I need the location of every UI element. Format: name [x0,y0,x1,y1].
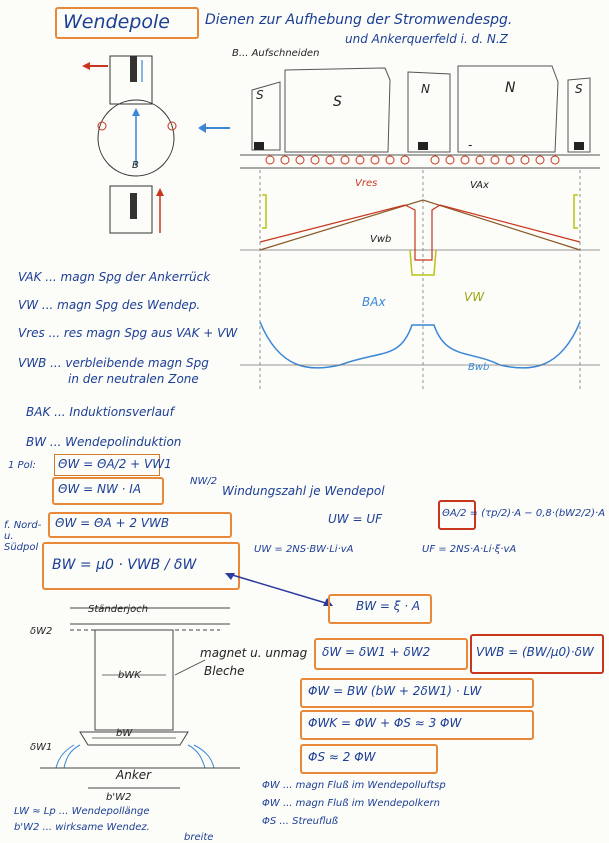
staenderjoch-label: Ständerjoch [88,604,149,615]
bottom-pole-core [130,193,137,219]
def-bw2: b'W2 ... wirksame Wendez. [14,822,150,833]
formula-uw-uf: UW = UF [328,512,383,526]
formula-uf-eq: UF = 2NS·A·Li·ξ·vA [422,544,517,555]
pole-label-1: S [256,88,264,102]
def-phi-w: ΦW ... magn Fluß im Wendepolluftsp [262,780,446,791]
def-phi-s: ΦS ... Streufluß [262,816,339,827]
bax-label: BAx [362,295,386,309]
dw2-label: δW2 [30,626,53,637]
label-1pol: 1 Pol: [8,460,36,471]
def-bak: BAK ... Induktionsverlauf [26,405,174,419]
bwk-label: bWK [118,670,141,681]
formula-f3: ΘW = ΘA + 2 VWB [55,516,170,530]
anker-label: Anker [116,768,152,782]
def-lw: LW ≈ Lp ... Wendepollänge [14,806,150,817]
formula-f4: BW = μ0 · VWB / δW [52,557,197,573]
vw-label: VW [464,290,485,304]
windungszahl: Windungszahl je Wendepol [222,484,385,498]
bw-label: bW [116,728,133,739]
def-phi-wk: ΦW ... magn Fluß im Wendepolkern [262,798,440,809]
vwb-label: Vwb [370,234,392,245]
bw2-label: b'W2 [106,792,132,803]
def-vwb-2: in der neutralen Zone [68,372,199,386]
formula-uw-eq: UW = 2NS·BW·Li·vA [254,544,354,555]
def-vwb: VWB ... verbleibende magn Spg [18,356,209,370]
development-diagram [240,60,600,390]
bleche-label: Bleche [204,664,245,678]
formula-delta: δW = δW1 + δW2 [322,645,431,659]
def-vak: VAK ... magn Spg der Ankerrück [18,270,211,284]
vres-label: Vres [355,178,378,189]
formula-phi-w: ΦW = BW (bW + 2δW1) · LW [308,684,482,698]
vax-label: VAx [470,180,489,191]
pole-label-3: N [421,82,430,96]
def-vres: Vres ... res magn Spg aus VAK + VW [18,326,238,340]
subtitle-line2: und Ankerquerfeld i. d. N.Z [345,32,508,46]
machine-sketch [60,48,240,243]
center-label: B [132,160,139,171]
formula-f1: ΘW = ΘA/2 + VW1 [58,457,172,471]
page-title: Wendepole [63,11,170,33]
magnet-label: magnet u. unmag [200,646,308,660]
pole-label-2: S [333,94,342,110]
nw-label: NW/2 [190,476,218,487]
pole-label-4: N [505,80,516,96]
def-bw: BW ... Wendepolinduktion [26,435,182,449]
subtitle-line1: Dienen zur Aufhebung der Stromwendespg. [205,12,513,28]
def-bw2-2: breite [184,832,214,843]
formula-theta-a: ΘA/2 = (τp/2)·A − 0,8·(bW2/2)·A [442,508,606,519]
formula-bw-xi: BW = ξ · A [356,599,421,613]
def-vw: VW ... magn Spg des Wendep. [18,298,201,312]
formula-phi-s: ΦS ≈ 2 ΦW [308,750,376,764]
minus-sign: - [468,138,473,152]
note-cut: B... Aufschneiden [232,48,320,59]
label-nord: f. Nord- u. Südpol [4,520,42,553]
formula-phi-wk: ΦWK = ΦW + ΦS ≈ 3 ΦW [308,716,462,730]
formula-f2: ΘW = NW · IA [58,482,142,496]
dw1-label: δW1 [30,742,53,753]
formula-vwb: VWB = (BW/μ0)·δW [476,645,594,659]
top-pole-core [130,56,137,82]
pole-label-5: S [575,82,583,96]
bwb-label: Bwb [468,362,490,373]
